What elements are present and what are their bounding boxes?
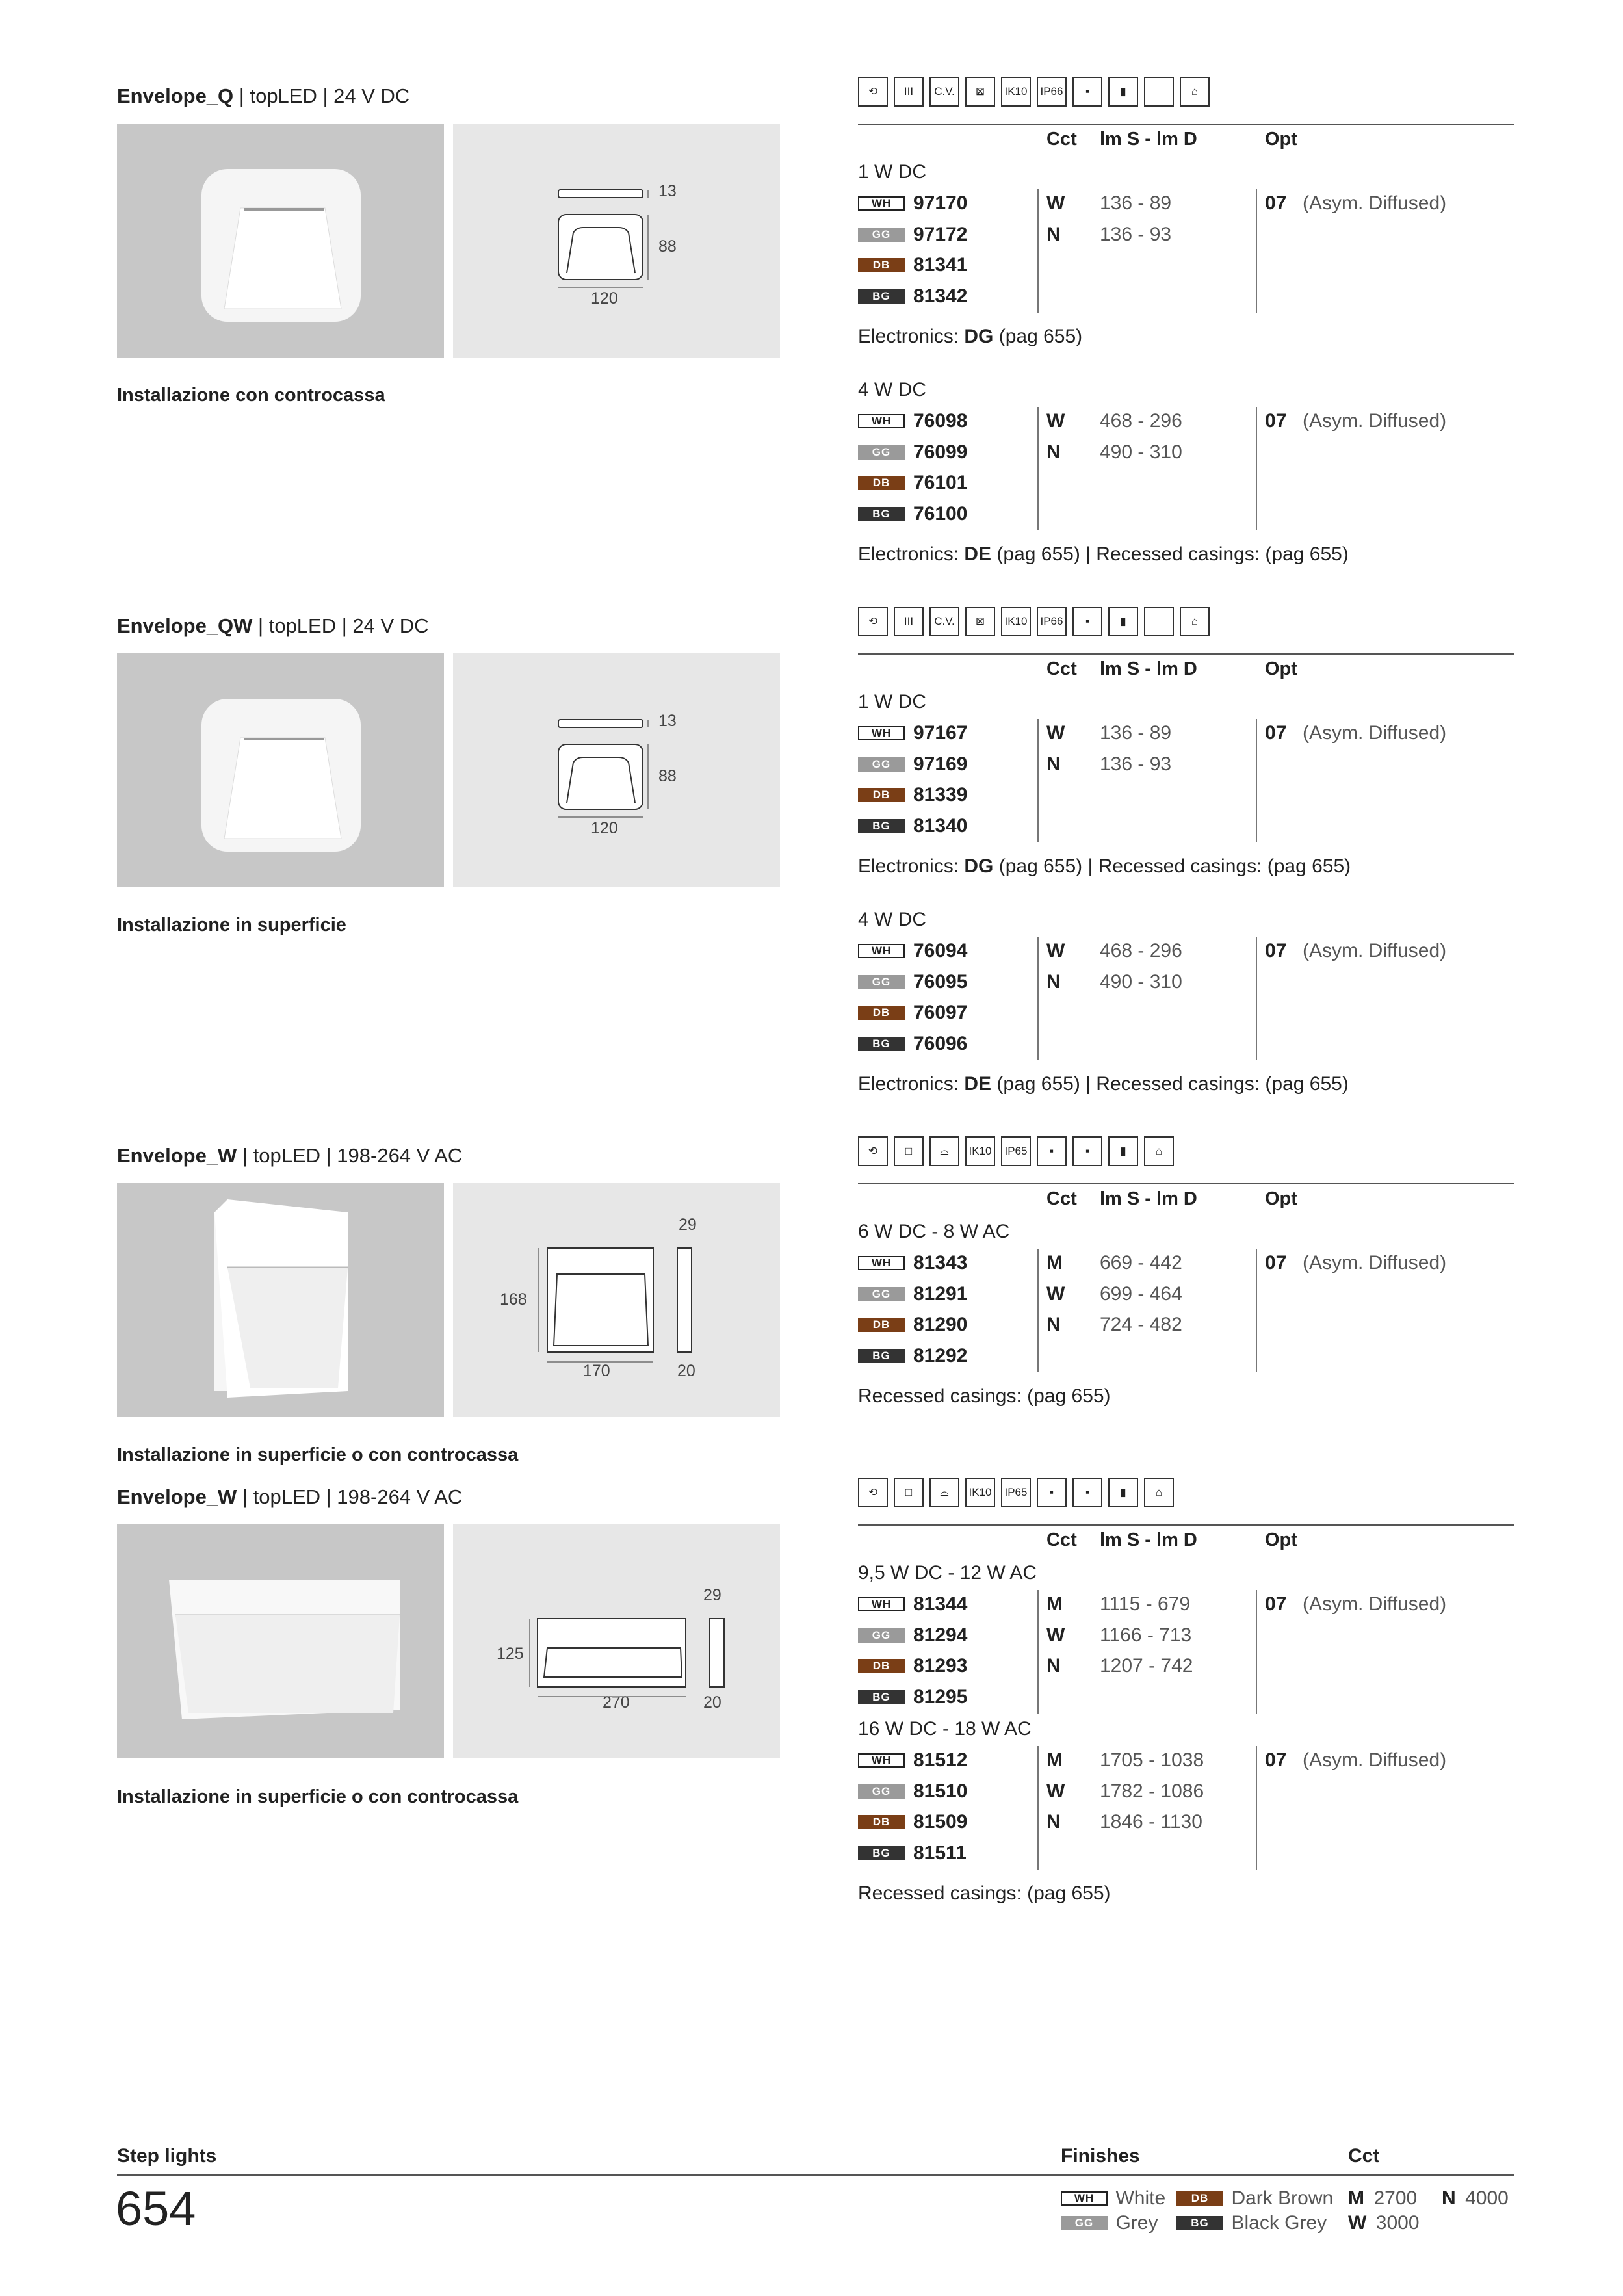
column-divider: [1256, 189, 1257, 313]
certification-icon: ⌂: [1180, 77, 1210, 107]
column-divider: [1256, 407, 1257, 530]
dimension-label: 88: [658, 237, 677, 255]
finish-label: Black Grey: [1231, 2212, 1327, 2234]
note-text: (pag 655) | Recessed casings: (pag 655): [993, 855, 1351, 877]
dimension-drawing: [453, 124, 780, 358]
optic-code: 07: [1265, 1252, 1287, 1273]
finish-label: White: [1115, 2187, 1166, 2209]
product-code[interactable]: 76094: [913, 940, 968, 961]
finish-label: Grey: [1115, 2212, 1158, 2234]
cct-value: 4000: [1465, 2187, 1509, 2209]
product-code[interactable]: 81293: [913, 1655, 968, 1676]
certification-icon: ▮: [1108, 77, 1138, 107]
optic-description: (Asym. Diffused): [1303, 722, 1447, 744]
column-divider: [1037, 189, 1039, 313]
table-rule: [858, 1183, 1514, 1184]
power-label: 6 W DC - 8 W AC: [858, 1221, 1010, 1242]
product-code[interactable]: 81292: [913, 1344, 968, 1366]
finish-badge: GG: [858, 1628, 905, 1643]
certification-icon: ▪: [1037, 1136, 1067, 1166]
finish-badge: GG: [858, 445, 905, 460]
finish-badge: GG: [858, 228, 905, 242]
finish-badge: BG: [858, 1037, 905, 1051]
certification-icon: ⌂: [1144, 1478, 1174, 1507]
dimension-label: 29: [679, 1216, 697, 1234]
cct-legend-w: [1348, 2212, 1420, 2234]
note-bold: DG: [964, 326, 994, 347]
lumen-value: 468 - 296: [1100, 410, 1182, 432]
product-code[interactable]: 81290: [913, 1314, 968, 1335]
finish-badge: GG: [858, 1287, 905, 1301]
product-code[interactable]: 76100: [913, 502, 968, 525]
lumen-value: 490 - 310: [1100, 441, 1182, 463]
power-label: 1 W DC: [858, 691, 926, 712]
certification-icon: ⌂: [1144, 1136, 1174, 1166]
product-code[interactable]: 81291: [913, 1283, 968, 1305]
cct-code: W: [1046, 722, 1065, 744]
finish-legend-wh: [1061, 2187, 1165, 2210]
lumen-value: 1705 - 1038: [1100, 1749, 1204, 1771]
electronics-note: [858, 855, 1351, 878]
cct-code: W: [1046, 940, 1065, 961]
cct-code: W: [1046, 1283, 1065, 1305]
cct-code: N: [1046, 1655, 1061, 1676]
certification-icon: ▮: [1108, 607, 1138, 636]
cct-code: W: [1348, 2212, 1367, 2234]
note-text: Electronics:: [858, 855, 965, 877]
product-code[interactable]: 76097: [913, 1002, 968, 1023]
table-rule: [858, 653, 1514, 655]
cct-code: W: [1046, 1780, 1065, 1802]
installation-note: Installazione in superficie o con controcassa: [117, 1444, 519, 1465]
product-name: Envelope_Q: [117, 85, 234, 107]
certification-icon: ▮: [1108, 1136, 1138, 1166]
optic-description: (Asym. Diffused): [1303, 192, 1447, 214]
certification-icon: C.V.: [929, 77, 959, 107]
header-cct: Cct: [1046, 1188, 1077, 1209]
certification-icon: ▪: [1072, 607, 1102, 636]
note-text: Recessed casings: (pag 655): [858, 1385, 1111, 1407]
header-cct: Cct: [1046, 129, 1077, 150]
product-code[interactable]: 81344: [913, 1593, 968, 1615]
finish-label: Dark Brown: [1231, 2187, 1334, 2209]
lumen-value: 1782 - 1086: [1100, 1780, 1204, 1802]
cct-code: N: [1046, 753, 1061, 775]
installation-note: Installazione in superficie: [117, 915, 346, 935]
certification-icons: [858, 77, 1210, 107]
column-divider: [1037, 407, 1039, 530]
certification-icon: ⊠: [965, 77, 995, 107]
cct-code: M: [1046, 1593, 1063, 1615]
page-number: 654: [116, 2182, 196, 2236]
dimension-label: 13: [658, 712, 677, 730]
finish-legend-bg: [1176, 2212, 1327, 2234]
certification-icon: IK10: [1001, 77, 1031, 107]
optic-description: (Asym. Diffused): [1303, 410, 1447, 432]
cct-legend-m: [1348, 2187, 1417, 2210]
lumen-value: 669 - 442: [1100, 1252, 1182, 1273]
cct-code: W: [1046, 410, 1065, 432]
certification-icon: III: [894, 77, 924, 107]
product-name: Envelope_W: [117, 1144, 237, 1167]
table-rule: [858, 124, 1514, 125]
note-text: (pag 655) | Recessed casings: (pag 655): [991, 543, 1349, 565]
header-optic: Opt: [1265, 1188, 1297, 1209]
finish-badge: GG: [858, 975, 905, 989]
lumen-value: 1207 - 742: [1100, 1655, 1193, 1676]
product-code[interactable]: 76096: [913, 1032, 968, 1054]
optic-description: (Asym. Diffused): [1303, 940, 1447, 961]
header-lumen: lm S - lm D: [1100, 129, 1197, 150]
column-divider: [1256, 1249, 1257, 1372]
product-code[interactable]: 81511: [913, 1842, 967, 1864]
certification-icon: IK10: [965, 1478, 995, 1507]
electronics-note: [858, 543, 1349, 566]
header-cct: Cct: [1046, 1530, 1077, 1550]
certification-icon: IK10: [965, 1136, 995, 1166]
dimension-label: 168: [500, 1290, 527, 1309]
certification-icon: □: [894, 1478, 924, 1507]
certification-icon: ⟲: [858, 607, 888, 636]
note-text: Electronics:: [858, 543, 965, 565]
dimension-drawing: [453, 653, 780, 887]
product-photo: [117, 1183, 444, 1417]
finish-badge: DB: [858, 258, 905, 272]
certification-icon: ▮: [1108, 1478, 1138, 1507]
certification-icon: ⟲: [858, 1136, 888, 1166]
dimension-drawing: [453, 1183, 780, 1417]
column-divider: [1037, 937, 1039, 1060]
note-text: (pag 655): [993, 326, 1083, 347]
finish-badge: BG: [858, 289, 905, 304]
finish-legend-gg: [1061, 2212, 1158, 2234]
product-code[interactable]: 81342: [913, 285, 968, 307]
cct-code: N: [1046, 441, 1061, 463]
table-rule: [858, 1524, 1514, 1526]
certification-icon: ⌓: [929, 1478, 959, 1507]
power-label: 4 W DC: [858, 909, 926, 930]
header-lumen: lm S - lm D: [1100, 1530, 1197, 1550]
finish-badge: DB: [858, 1659, 905, 1673]
column-divider: [1037, 719, 1039, 842]
dimension-label: 20: [677, 1362, 695, 1380]
cct-code: M: [1046, 1749, 1063, 1771]
product-code[interactable]: 81295: [913, 1686, 968, 1708]
lumen-value: 1846 - 1130: [1100, 1811, 1202, 1833]
certification-icon: ▪: [1072, 1136, 1102, 1166]
finish-badge: WH: [858, 944, 905, 958]
certification-icon: IP65: [1001, 1136, 1031, 1166]
lumen-value: 724 - 482: [1100, 1314, 1182, 1335]
cct-value: 2700: [1373, 2187, 1418, 2209]
header-optic: Opt: [1265, 129, 1297, 150]
certification-icon: IK10: [1001, 607, 1031, 636]
product-code[interactable]: 97169: [913, 753, 968, 775]
lumen-value: 468 - 296: [1100, 940, 1182, 961]
finish-badge: WH: [858, 1597, 905, 1611]
product-code[interactable]: 81340: [913, 815, 968, 837]
note-text: Electronics:: [858, 1073, 965, 1095]
product-photo: [117, 1524, 444, 1758]
lumen-value: 699 - 464: [1100, 1283, 1182, 1305]
note-bold: DE: [964, 543, 992, 565]
header-lumen: lm S - lm D: [1100, 659, 1197, 679]
certification-icons: [858, 607, 1210, 636]
power-label: 4 W DC: [858, 379, 926, 400]
cct-code: W: [1046, 192, 1065, 214]
certification-icon: IP66: [1037, 77, 1067, 107]
product-code[interactable]: 76098: [913, 410, 968, 432]
certification-icon: C.V.: [929, 607, 959, 636]
cct-value: 3000: [1375, 2212, 1420, 2234]
header-optic: Opt: [1265, 659, 1297, 679]
note-bold: DE: [964, 1073, 992, 1095]
certification-icon: IP66: [1037, 607, 1067, 636]
dimension-label: 88: [658, 767, 677, 785]
cct-legend-n: [1442, 2187, 1509, 2210]
cct-code: N: [1046, 971, 1061, 993]
lumen-value: 136 - 93: [1100, 223, 1172, 245]
optic-description: (Asym. Diffused): [1303, 1593, 1447, 1615]
product-code[interactable]: 81510: [913, 1780, 968, 1802]
lumen-value: 136 - 89: [1100, 722, 1172, 744]
optic-code: 07: [1265, 1593, 1287, 1615]
column-divider: [1037, 1590, 1039, 1714]
certification-icon: □: [894, 1136, 924, 1166]
product-code[interactable]: 76101: [913, 472, 968, 493]
product-photo: [117, 653, 444, 887]
certification-icon: ⟲: [858, 77, 888, 107]
product-subtitle: | topLED | 198-264 V AC: [237, 1485, 463, 1508]
optic-code: 07: [1265, 192, 1287, 214]
column-divider: [1256, 719, 1257, 842]
cct-code: M: [1046, 1252, 1063, 1273]
product-title: [117, 1485, 462, 1509]
dimension-label: 120: [591, 289, 618, 307]
installation-note: Installazione in superficie o con controcassa: [117, 1786, 519, 1807]
product-subtitle: | topLED | 24 V DC: [252, 614, 429, 637]
product-code[interactable]: 81341: [913, 254, 968, 276]
finish-legend-db: [1176, 2187, 1333, 2210]
product-title: [117, 1144, 462, 1168]
column-divider: [1256, 1590, 1257, 1714]
cct-code: N: [1046, 223, 1061, 245]
electronics-note: [858, 1385, 1111, 1407]
column-divider: [1256, 1746, 1257, 1870]
finish-badge: BG: [1176, 2216, 1223, 2230]
product-code[interactable]: 76095: [913, 971, 968, 993]
finish-badge: DB: [858, 1318, 905, 1332]
lumen-value: 1115 - 679: [1100, 1593, 1190, 1615]
product-code[interactable]: 76099: [913, 441, 968, 463]
product-code[interactable]: 97170: [913, 192, 968, 214]
note-text: Recessed casings: (pag 655): [858, 1883, 1111, 1904]
finishes-title: Finishes: [1061, 2145, 1140, 2167]
finish-badge: GG: [1061, 2216, 1108, 2230]
finish-badge: WH: [858, 196, 905, 211]
footer-rule: [117, 2174, 1514, 2176]
note-bold: DG: [964, 855, 994, 877]
certification-icon: ▪: [1072, 1478, 1102, 1507]
cct-code: M: [1348, 2187, 1364, 2209]
dimension-label: 125: [497, 1645, 524, 1663]
column-divider: [1256, 937, 1257, 1060]
optic-code: 07: [1265, 722, 1287, 744]
lumen-value: 136 - 93: [1100, 753, 1172, 775]
dimension-drawing: [453, 1524, 780, 1758]
electronics-note: [858, 1073, 1349, 1095]
product-subtitle: | topLED | 198-264 V AC: [237, 1144, 463, 1167]
dimension-label: 20: [703, 1693, 721, 1712]
finish-badge: GG: [858, 757, 905, 772]
finish-badge: BG: [858, 819, 905, 833]
certification-icon: ⌓: [929, 1136, 959, 1166]
certification-icons: [858, 1478, 1174, 1507]
product-code[interactable]: 97167: [913, 722, 968, 744]
product-code[interactable]: 81512: [913, 1749, 968, 1771]
product-code[interactable]: 81343: [913, 1252, 968, 1273]
optic-code: 07: [1265, 410, 1287, 432]
finish-badge: WH: [858, 1753, 905, 1768]
cct-code: N: [1442, 2187, 1456, 2209]
cct-code: N: [1046, 1314, 1061, 1335]
optic-code: 07: [1265, 940, 1287, 961]
note-text: (pag 655) | Recessed casings: (pag 655): [991, 1073, 1349, 1095]
product-subtitle: | topLED | 24 V DC: [233, 85, 410, 107]
finish-badge: WH: [1061, 2191, 1108, 2206]
section-label: Step lights: [117, 2145, 217, 2167]
power-label: 1 W DC: [858, 161, 926, 183]
finish-badge: GG: [858, 1784, 905, 1799]
optic-code: 07: [1265, 1749, 1287, 1771]
optic-description: (Asym. Diffused): [1303, 1749, 1447, 1771]
product-name: Envelope_W: [117, 1485, 237, 1508]
finish-badge: BG: [858, 1349, 905, 1363]
installation-note: Installazione con controcassa: [117, 385, 385, 406]
certification-icon: ⟲: [858, 1478, 888, 1507]
certification-icon: [1144, 77, 1174, 107]
certification-icons: [858, 1136, 1174, 1166]
finish-badge: DB: [858, 476, 905, 490]
finish-badge: WH: [858, 726, 905, 740]
column-divider: [1037, 1746, 1039, 1870]
finish-badge: WH: [858, 414, 905, 428]
electronics-note: [858, 326, 1082, 348]
dimension-label: 120: [591, 819, 618, 837]
header-lumen: lm S - lm D: [1100, 1188, 1197, 1209]
finish-badge: DB: [858, 1006, 905, 1020]
product-code[interactable]: 97172: [913, 223, 968, 245]
certification-icon: ▪: [1072, 77, 1102, 107]
column-divider: [1037, 1249, 1039, 1372]
certification-icon: III: [894, 607, 924, 636]
certification-icon: [1144, 607, 1174, 636]
certification-icon: ▪: [1037, 1478, 1067, 1507]
certification-icon: ⊠: [965, 607, 995, 636]
lumen-value: 136 - 89: [1100, 192, 1172, 214]
dimension-label: 170: [583, 1362, 610, 1380]
product-title: [117, 85, 409, 108]
lumen-value: 1166 - 713: [1100, 1624, 1192, 1646]
product-name: Envelope_QW: [117, 614, 253, 637]
product-photo: [117, 124, 444, 358]
cct-title: Cct: [1348, 2145, 1380, 2167]
cct-code: W: [1046, 1624, 1065, 1646]
dimension-label: 13: [658, 182, 677, 200]
lumen-value: 490 - 310: [1100, 971, 1182, 993]
finish-badge: BG: [858, 1690, 905, 1704]
power-label: 16 W DC - 18 W AC: [858, 1718, 1032, 1740]
power-label: 9,5 W DC - 12 W AC: [858, 1562, 1037, 1584]
finish-badge: BG: [858, 1846, 905, 1860]
product-title: [117, 614, 429, 638]
finish-badge: BG: [858, 507, 905, 521]
header-cct: Cct: [1046, 659, 1077, 679]
dimension-label: 270: [603, 1693, 630, 1712]
dimension-label: 29: [703, 1586, 721, 1604]
finish-badge: DB: [858, 788, 905, 802]
certification-icon: ⌂: [1180, 607, 1210, 636]
header-optic: Opt: [1265, 1530, 1297, 1550]
cct-code: N: [1046, 1811, 1061, 1833]
product-code[interactable]: 81294: [913, 1624, 968, 1646]
finish-badge: DB: [1176, 2191, 1223, 2206]
finish-badge: WH: [858, 1256, 905, 1270]
product-code[interactable]: 81509: [913, 1811, 968, 1833]
optic-description: (Asym. Diffused): [1303, 1252, 1447, 1273]
product-code[interactable]: 81339: [913, 784, 968, 805]
certification-icon: IP65: [1001, 1478, 1031, 1507]
note-text: Electronics:: [858, 326, 965, 347]
finish-badge: DB: [858, 1815, 905, 1829]
electronics-note: [858, 1883, 1111, 1905]
